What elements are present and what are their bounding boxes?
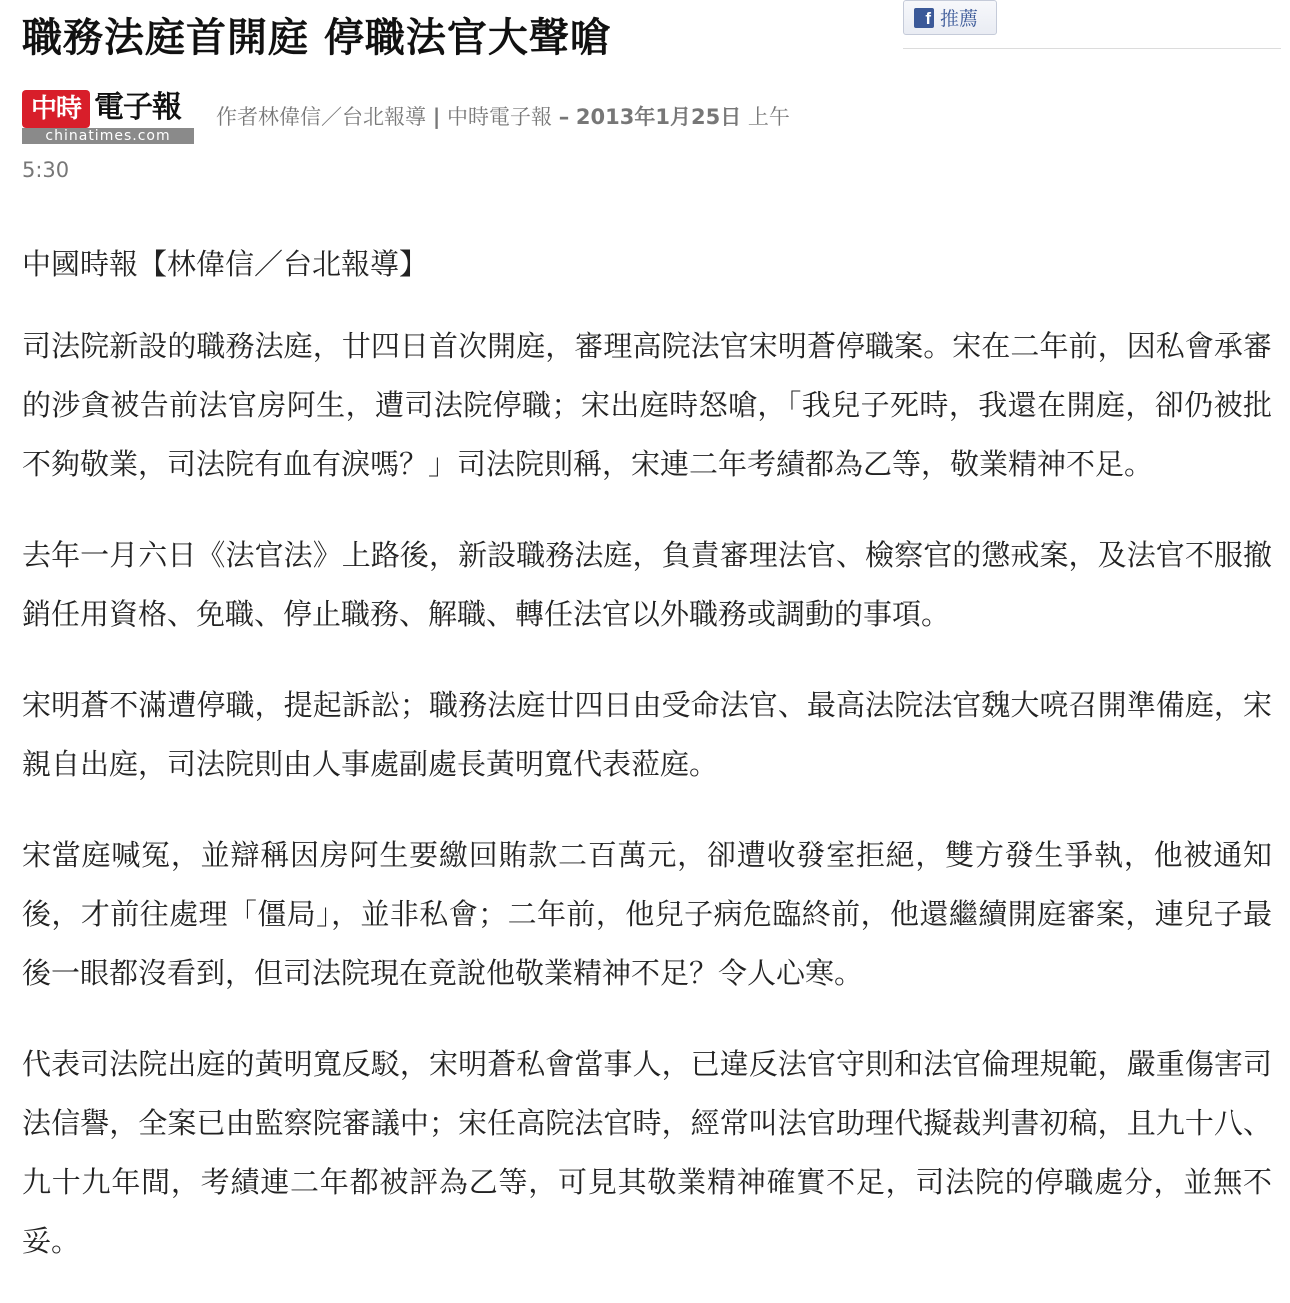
facebook-icon: f: [914, 8, 934, 28]
byline: [216, 101, 866, 133]
byline-dash: –: [558, 105, 570, 129]
facebook-recommend-button[interactable]: [903, 0, 997, 35]
byline-separator: |: [432, 105, 441, 129]
logo-domain: chinatimes.com: [22, 128, 194, 144]
byline-author: 作者林偉信／台北報導: [216, 105, 426, 129]
logo-name: 電子報: [94, 90, 181, 125]
byline-time: 5:30: [22, 158, 70, 182]
article-headline: 職務法庭首開庭 停職法官大聲嗆: [22, 15, 611, 61]
article-paragraph: 去年一月六日《法官法》上路後，新設職務法庭，負責審理法官、檢察官的懲戒案，及法官不服撤銷任用資格、免職、停止職務、解職、轉任法官以外職務或調動的事項。: [22, 538, 1272, 631]
byline-source: 中時電子報: [447, 105, 553, 129]
chinatimes-logo[interactable]: [22, 90, 194, 142]
article-lead: 中國時報【林偉信／台北報導】: [22, 247, 429, 281]
logo-badge: 中時: [22, 90, 90, 128]
byline-date: 2013年1月25日: [575, 105, 742, 129]
article-paragraph: 代表司法院出庭的黃明寬反駁，宋明蒼私會當事人，已違反法官守則和法官倫理規範，嚴重傷害司法信譽，全案已由監察院審議中；宋任高院法官時，經常叫法官助理代擬裁判書初稿，且九十八、九十九年間，考績連二年都被評為乙等，可見其敬業精神確實不足，司法院的停職處分，並無不妥。: [22, 1047, 1272, 1258]
article-paragraph: 宋明蒼不滿遭停職，提起訴訟；職務法庭廿四日由受命法官、最高法院法官魏大喨召開準備庭，宋親自出庭，司法院則由人事處副處長黃明寬代表蒞庭。: [22, 688, 1272, 781]
byline-period: 上午: [747, 105, 790, 129]
header-divider: [903, 48, 1281, 49]
recommend-label: 推薦: [940, 8, 979, 30]
article-body: [22, 233, 1272, 1303]
article-paragraph: 宋當庭喊冤，並辯稱因房阿生要繳回賄款二百萬元，卻遭收發室拒絕，雙方發生爭執，他被通知後，才前往處理「僵局」，並非私會；二年前，他兒子病危臨終前，他還繼續開庭審案，連兒子最後一眼都沒看到，但司法院現在竟說他敬業精神不足？令人心寒。: [22, 838, 1272, 990]
article-paragraph: 司法院新設的職務法庭，廿四日首次開庭，審理高院法官宋明蒼停職案。宋在二年前，因私會承審的涉貪被告前法官房阿生，遭司法院停職；宋出庭時怒嗆，「我兒子死時，我還在開庭，卻仍被批不夠敬業，司法院有血有淚嗎？」司法院則稱，宋連二年考績都為乙等，敬業精神不足。: [22, 329, 1272, 481]
